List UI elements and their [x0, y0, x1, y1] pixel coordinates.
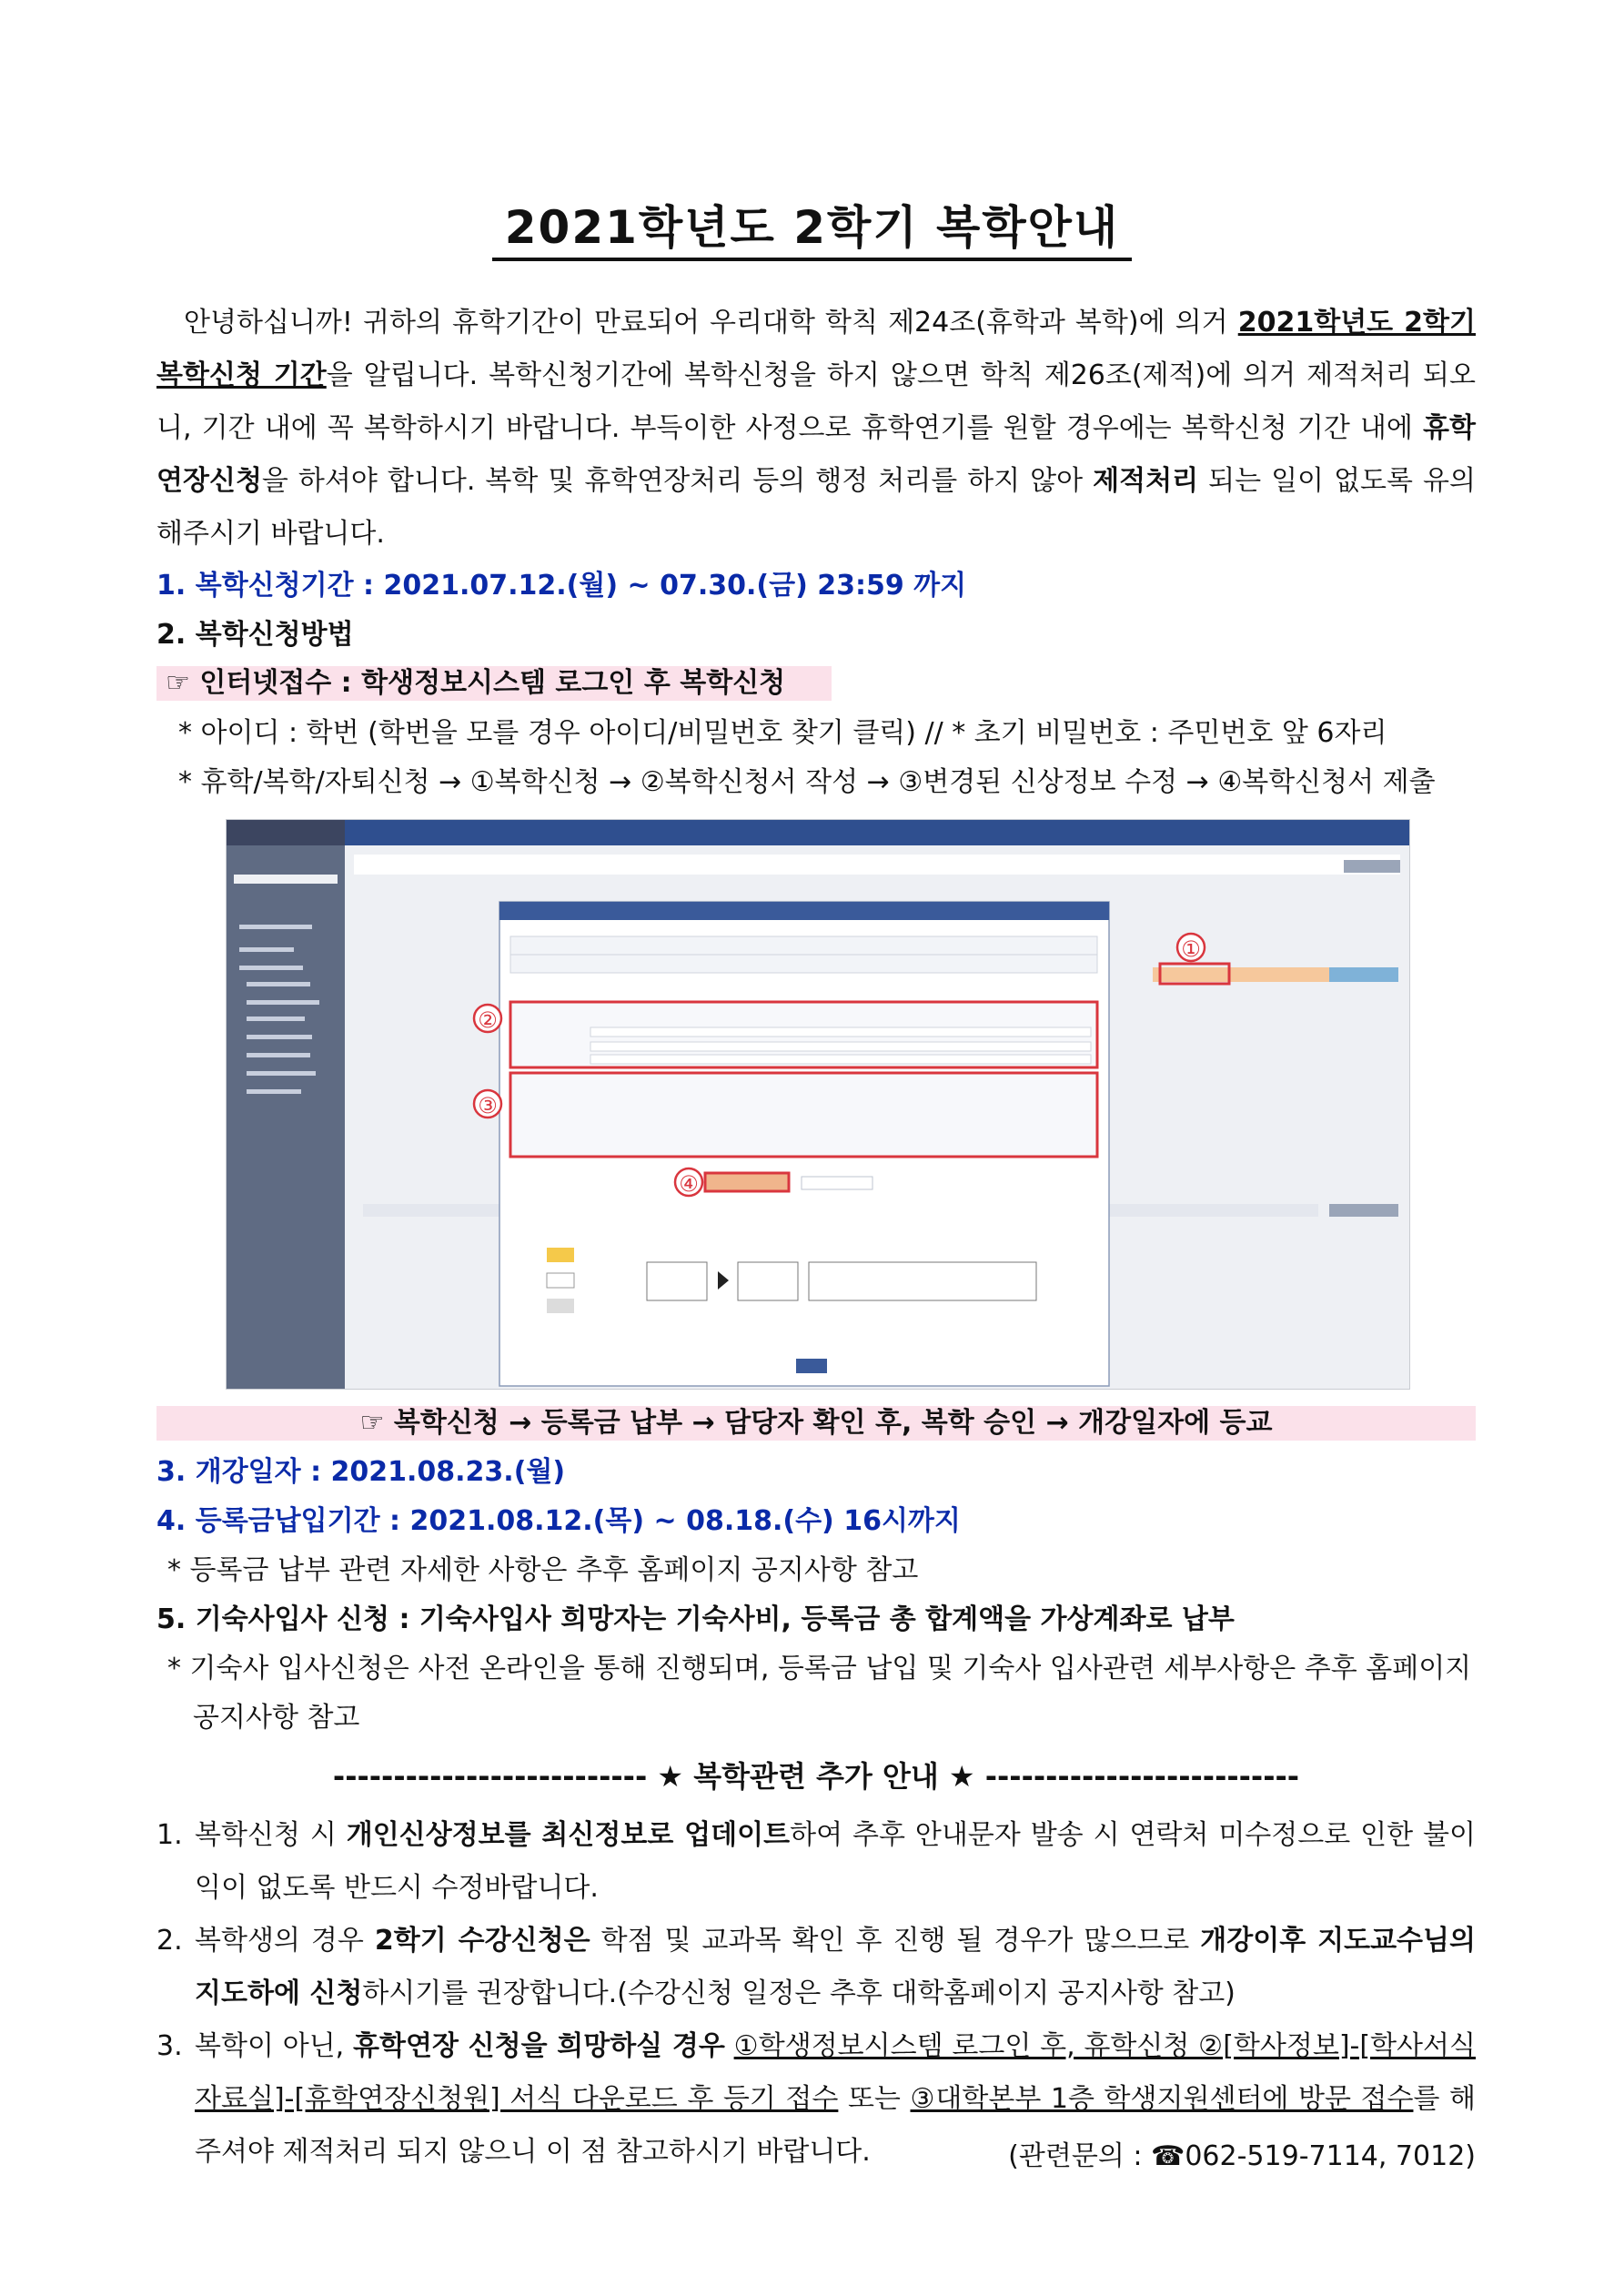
section-3-start-date: 3. 개강일자 : 2021.08.23.(월): [156, 1456, 566, 1488]
dormitory-note-2: 공지사항 참고: [193, 1702, 360, 1734]
section-2-heading: 2. 복학신청방법: [156, 619, 354, 651]
flow-box-1: [647, 1262, 707, 1300]
apply-steps-note: * 휴학/복학/자퇴신청 → ①복학신청 → ②복학신청서 작성 → ③변경된 신상정보 수정 → ④복학신청서 제출: [178, 766, 1436, 798]
system-screenshot: [226, 819, 1410, 1390]
legend-swatch-2: [547, 1273, 574, 1288]
screenshot-breadcrumb-bar: [354, 855, 1400, 875]
screenshot-top-buttons: [1344, 860, 1400, 873]
flow-box-3: [809, 1262, 1036, 1300]
contact-info: (관련문의 : ☎062-519-7114, 7012): [1008, 2140, 1476, 2172]
additional-item-3: 3. 복학이 아닌, 휴학연장 신청을 희망하실 경우 ①학생정보시스템 로그인 후, 휴학신청 ②[학사정보]-[학사서식자료실]-[휴학연장신청원] 서식 다운로드 후 등기 접수 또는 ③대학본부 1층 학생지원센터에 방문 접수를 해주셔야 제적처리 되지 않으니 이 점 참고하시기 바랍니다.: [156, 2030, 1476, 2168]
screenshot-row-buttons: [1329, 967, 1398, 982]
intro-paragraph: 안녕하십니까! 귀하의 휴학기간이 만료되어 우리대학 학칙 제24조(휴학과 복학)에 의거 2021학년도 2학기 복학신청 기간을 알립니다. 복학신청기간에 복학신청을 하지 않으면 학칙 제26조(제적)에 의거 제적처리 되오니, 기간 내에 꼭 복학하시기 바랍니다. 부득이한 사정으로 휴학연기를 원할 경우에는 복학신청 기간 내에 휴학연장신청을 하셔야 합니다. 복학 및 휴학연장처리 등의 행정 처리를 하지 않아 제적처리 되는 일이 없도록 유의해주시기 바랍니다.: [156, 307, 1476, 550]
personal-info-box: [510, 1073, 1097, 1157]
form-field-3: [590, 1055, 1091, 1064]
process-flow-text: ☞ 복학신청 → 등록금 납부 → 담당자 확인 후, 복학 승인 → 개강일자에 등교: [359, 1407, 1273, 1439]
screenshot-lower-buttons: [1329, 1204, 1398, 1217]
screenshot-left-menu: [227, 820, 345, 1389]
additional-info-header: -------------------------- ★ 복학관련 추가 안내 ★ --------------------------: [332, 1759, 1300, 1794]
screenshot-drawing: [227, 820, 1409, 1389]
section-4-payment-period: 4. 등록금납입기간 : 2021.08.12.(목) ~ 08.18.(수) 16시까지: [156, 1505, 961, 1537]
close-button-drawing: [796, 1359, 827, 1373]
marker-4-label: ④: [679, 1171, 699, 1197]
legend-swatch-3: [547, 1299, 574, 1313]
marker-2-label: ②: [478, 1007, 498, 1033]
section-5-dormitory: 5. 기숙사입사 신청 : 기숙사입사 희망자는 기숙사비, 등록금 총 합계액을 가상계좌로 납부: [156, 1603, 1235, 1635]
marker-1-label: ①: [1181, 936, 1201, 962]
additional-info-list: [156, 1809, 1476, 2179]
screenshot-topbar: [227, 820, 1409, 845]
form-field-2: [590, 1042, 1091, 1051]
screenshot-logo-area: [227, 820, 345, 845]
screenshot-menu-search: [234, 875, 338, 884]
internet-apply-text: ☞ 인터넷접수 : 학생정보시스템 로그인 후 복학신청: [166, 667, 786, 699]
form-field-1: [590, 1027, 1091, 1037]
extra-button-drawing: [802, 1177, 873, 1189]
additional-item-1: 1. 복학신청 시 개인신상정보를 최신정보로 업데이트하여 추후 안내문자 발송 시 연락처 미수정으로 인한 불이익이 없도록 반드시 수정바랍니다.: [156, 1819, 1476, 1904]
login-note: * 아이디 : 학번 (학번을 모를 경우 아이디/비밀번호 찾기 클릭) // * 초기 비밀번호 : 주민번호 앞 6자리: [178, 717, 1387, 749]
application-modal-header: [499, 902, 1109, 920]
additional-item-2: 2. 복학생의 경우 2학기 수강신청은 학점 및 교과목 확인 후 진행 될 경우가 많으므로 개강이후 지도교수님의 지도하에 신청하시기를 권장합니다.(수강신청 일정은 추후 대학홈페이지 공지사항 참고): [156, 1925, 1476, 2009]
flow-box-2: [738, 1262, 798, 1300]
section-1-period: 1. 복학신청기간 : 2021.07.12.(월) ~ 07.30.(금) 23:59 까지: [156, 570, 967, 602]
submit-button-drawing: [705, 1173, 789, 1191]
page-title: 2021학년도 2학기 복학안내: [0, 191, 1624, 257]
payment-note: * 등록금 납부 관련 자세한 사항은 추후 홈페이지 공지사항 참고: [167, 1554, 919, 1586]
dormitory-note-1: * 기숙사 입사신청은 사전 온라인을 통해 진행되며, 등록금 납입 및 기숙사 입사관련 세부사항은 추후 홈페이지: [167, 1653, 1472, 1684]
legend-swatch-1: [547, 1248, 574, 1262]
marker-3-label: ③: [478, 1093, 498, 1118]
